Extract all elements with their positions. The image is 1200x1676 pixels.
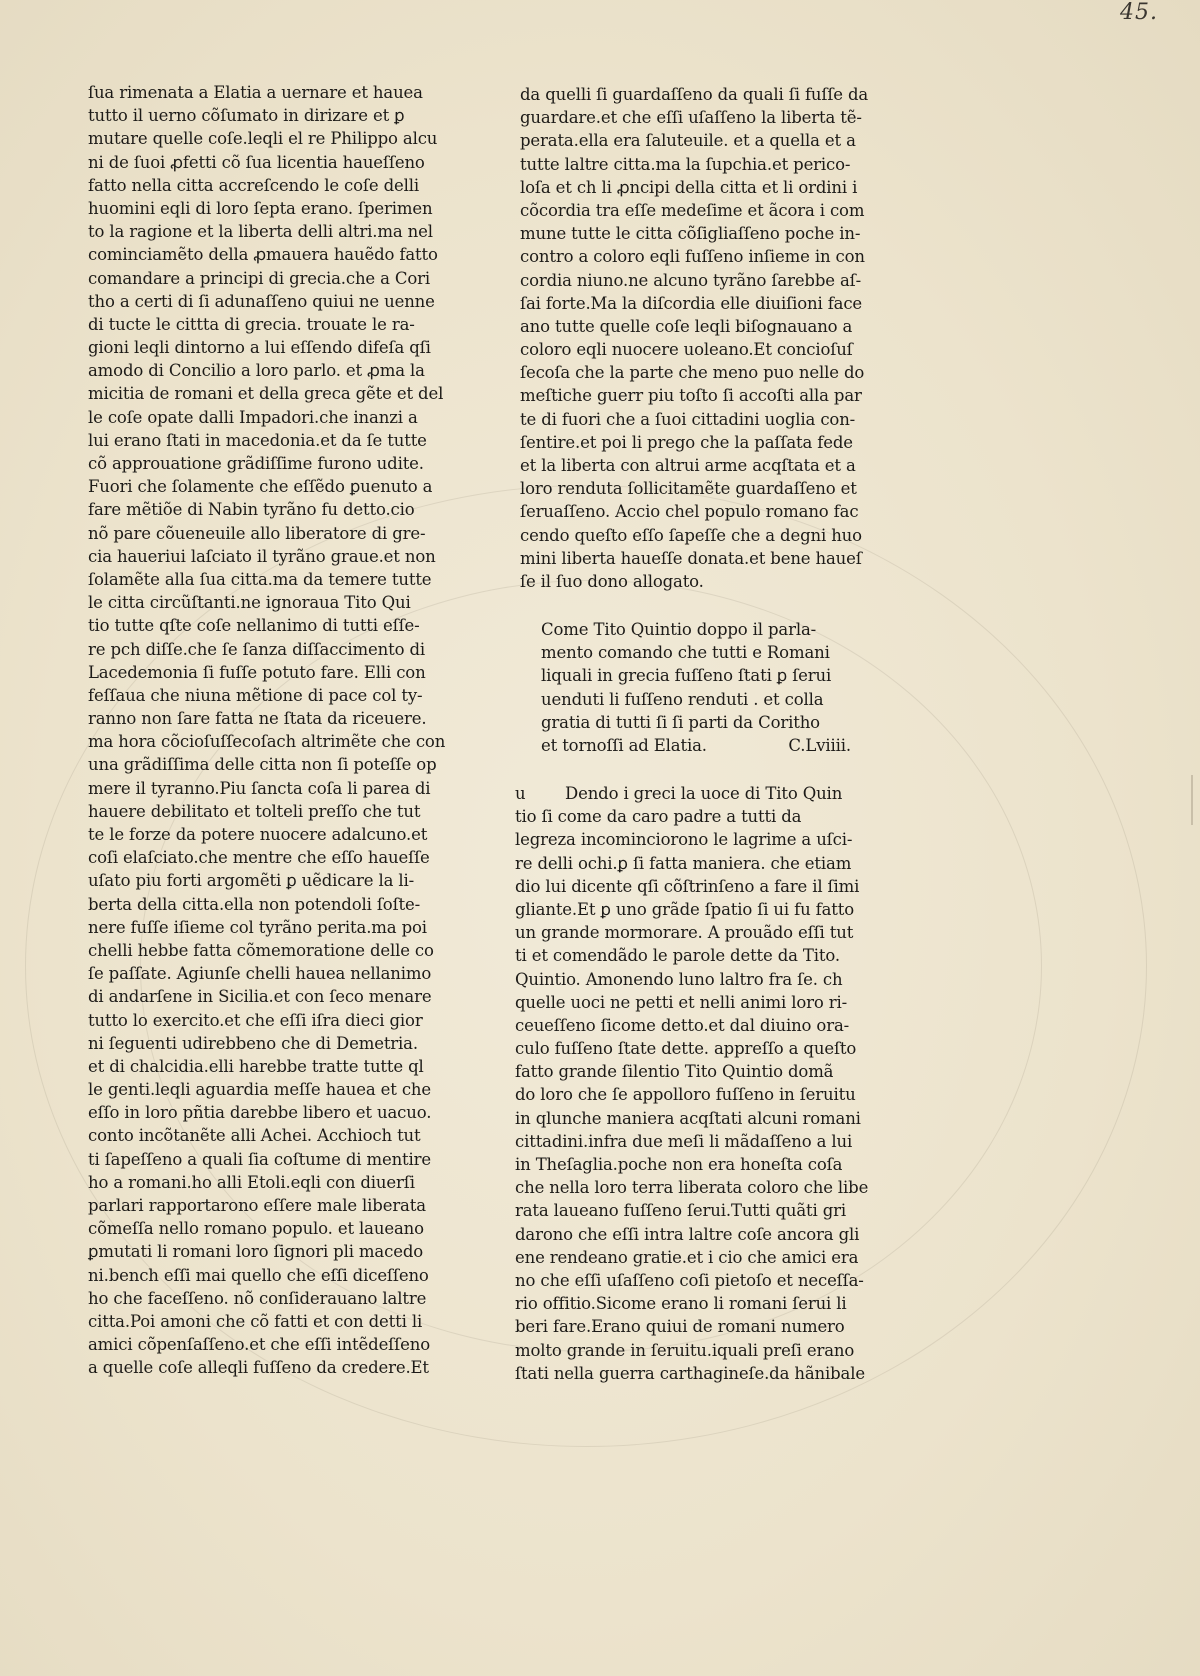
text-line: ſe il ſuo dono allogato.: [520, 571, 704, 591]
text-line: tutte laltre citta.ma la ſupchia.et perico-: [520, 154, 851, 174]
text-line: berta della citta.ella non potendoli ſoſte-: [88, 894, 421, 914]
text-line: cõcordia tra eſſe medeſime et ãcora i com: [520, 200, 865, 220]
text-line: no che eſſi uſaſſeno coſi pietoſo et neceſſa-: [515, 1270, 864, 1290]
text-line: di andarſene in Sicilia.et con ſeco menare: [88, 987, 432, 1007]
text-line: di tucte le cittta di grecia. trouate le ra-: [88, 314, 415, 334]
text-line: Lacedemonia ſi fuſſe potuto fare. Elli con: [88, 662, 426, 682]
text-line: le coſe opate dalli Impadori.che inanzi a: [88, 407, 418, 427]
text-line: ho che faceſſeno. nõ conſiderauano laltre: [88, 1288, 427, 1308]
text-line: guardare.et che eſſi uſaſſeno la liberta tẽ-: [520, 108, 862, 128]
text-line: loſa et ch li ꝓncipi della citta et li ordini i: [520, 177, 858, 197]
text-line: coſi elaſciato.che mentre che eſſo haueſſe: [88, 848, 430, 868]
text-line: te di fuori che a ſuoi cittadini uoglia con-: [520, 409, 856, 429]
text-line: cordia niuno.ne alcuno tyrãno ſarebbe aſ-: [520, 270, 862, 290]
text-line: et la liberta con altrui arme acqſtata et a: [520, 456, 856, 475]
text-line: tio tutte qſte coſe nellanimo di tutti eſſe-: [88, 616, 420, 636]
text-line: tutto lo exercito.et che eſſi iſra dieci gior: [88, 1010, 423, 1030]
text-line: quelle uoci ne petti et nelli animi loro ri-: [515, 992, 848, 1012]
text-line: ho a romani.ho alli Etoli.eqli con diuerſi: [88, 1172, 415, 1192]
first-line-text: Dendo i greci la uoce di Tito Quin: [565, 784, 843, 803]
right-column-bottom: [515, 782, 869, 1385]
text-line: amodo di Concilio a loro parlo. et ꝓma la: [88, 361, 425, 381]
text-line: liquali in grecia fuſſeno ſtati ꝑ ſerui: [541, 666, 832, 686]
text-line: fatto grande ſilentio Tito Quintio domã: [515, 1062, 834, 1082]
text-line: ti ſapeſſeno a quali ſia coſtume di mentire: [88, 1149, 432, 1169]
text-line: uenduti li fuſſeno renduti . et colla: [541, 689, 824, 709]
folio-number: 45.: [1120, 0, 1158, 25]
text-line: [515, 782, 850, 805]
text-line: un grande mormorare. A prouãdo eſſi tut: [515, 923, 854, 943]
text-line: gliante.Et ꝑ uno grãde ſpatio ſi ui fu fatto: [515, 899, 855, 919]
text-line: comandare a principi di grecia.che a Cori: [88, 268, 431, 288]
text-line: chelli hebbe fatta cõmemoratione delle co: [88, 940, 434, 960]
text-line: parlari rapportarono eſſere male liberata: [88, 1196, 426, 1215]
text-line: nere fuſſe iſieme col tyrãno perita.ma poi: [88, 917, 427, 937]
text-line: ſai forte.Ma la diſcordia elle diuiſioni face: [520, 293, 863, 313]
text-line: cittadini.infra due meſi li mãdaſſeno a lui: [515, 1131, 853, 1151]
text-line: mune tutte le citta cõſigliaſſeno poche in-: [520, 224, 861, 244]
text-line: le genti.leqli aguardia meſſe hauea et che: [88, 1080, 432, 1100]
chapter-rubric: [541, 618, 851, 757]
text-line: cõ approuatione grãdiſſime furono udite.: [88, 454, 424, 473]
text-line: mutare quelle coſe.leqli el re Philippo alcu: [88, 129, 438, 149]
text-line: do loro che ſe appolloro fuſſeno in ſeruitu: [515, 1085, 856, 1105]
text-line: amici cõpenſaſſeno.et che eſſi intẽdeſſeno: [88, 1335, 430, 1355]
text-line: dio lui dicente qſi cõſtrinſeno a fare il ſimi: [515, 876, 860, 896]
text-line: ſolamẽte alla ſua citta.ma da temere tutte: [88, 569, 432, 589]
text-line: fare mẽtiõe di Nabin tyrãno fu detto.cio: [88, 500, 415, 520]
text-line: coloro eqli nuocere uoleano.Et concioſuſ: [520, 340, 853, 360]
text-line: mini liberta haueſſe donata.et bene haueſ: [520, 548, 862, 568]
text-line: ni ſeguenti udirebbeno che di Demetria.: [88, 1033, 418, 1053]
text-line: legreza incominciorono le lagrime a uſci-: [515, 830, 853, 850]
text-line: ſentire.et poi li prego che la paſſata fede: [520, 432, 853, 452]
text-line: Quintio. Amonendo luno laltro fra ſe. ch: [515, 969, 843, 989]
text-line: lui erano ſtati in macedonia.et da ſe tutte: [88, 430, 427, 450]
text-line: da quelli ſi guardaſſeno da quali ſi fuſſe da: [520, 85, 869, 104]
text-line: Fuori che ſolamente che eſſẽdo ꝑuenuto a: [88, 477, 433, 497]
text-line: loro renduta ſollicitamẽte guardaſſeno et: [520, 479, 857, 499]
text-line: ene rendeano gratie.et i cio che amici era: [515, 1247, 859, 1267]
text-line: in qlunche maniera acqſtati alcuni romani: [515, 1108, 861, 1128]
text-line: darono che eſſi intra laltre coſe ancora gli: [515, 1224, 860, 1244]
right-column-top: [520, 83, 869, 593]
text-line: beri fare.Erano quiui de romani numero: [515, 1317, 845, 1337]
text-line: culo fuſſeno ſtate dette. appreſſo a queſto: [515, 1039, 857, 1059]
text-line: ano tutte quelle coſe leqli biſognauano a: [520, 316, 853, 336]
text-line: rata laueano fuſſeno ſerui.Tutti quãti gri: [515, 1201, 847, 1221]
text-line: micitia de romani et della greca gẽte et del: [88, 384, 444, 404]
text-line: cõmeſſa nello romano populo. et laueano: [88, 1219, 424, 1239]
text-line: Come Tito Quintio doppo il parla-: [541, 620, 817, 639]
text-line: to la ragione et la liberta delli altri.ma nel: [88, 222, 433, 242]
text-line: uſato piu forti argomẽti ꝑ uẽdicare la li-: [88, 871, 415, 891]
text-line: meſtiche guerr piu toſto ſi accoſti alla par: [520, 386, 862, 406]
text-line: tutto il uerno cõſumato in dirizare et ꝑ: [88, 106, 405, 126]
text-line: et di chalcidia.elli harebbe tratte tutte ql: [88, 1056, 424, 1076]
left-column: [88, 81, 446, 1380]
text-line: ſtati nella guerra carthagineſe.da hãnibale: [515, 1363, 865, 1383]
text-line: una grãdiſſima delle citta non ſi poteſſe op: [88, 755, 437, 775]
text-line: le citta circũſtanti.ne ignoraua Tito Qui: [88, 593, 411, 613]
text-line: mere il tyranno.Piu ſancta coſa li parea di: [88, 778, 431, 798]
chapter-number: C.Lviiii.: [788, 735, 851, 755]
text-line: eſſo in loro pñtia darebbe libero et uacuo.: [88, 1103, 432, 1123]
text-line: contro a coloro eqli fuſſeno inſieme in con: [520, 247, 865, 267]
text-line: perata.ella era ſaluteuile. et a quella et a: [520, 131, 856, 151]
text-line: in Theſaglia.poche non era honeſta coſa: [515, 1155, 843, 1174]
text-line: huomini eqli di loro ſepta erano. ſperimen: [88, 198, 433, 218]
rubric-last-line: [541, 734, 851, 757]
text-line: cia haueriui laſciato il tyrãno graue.et non: [88, 546, 436, 566]
text-line: mento comando che tutti e Romani: [541, 643, 830, 663]
text-line: rio offitio.Sicome erano li romani ſerui li: [515, 1294, 847, 1314]
text-line: ſeruaſſeno. Accio chel populo romano fac: [520, 502, 859, 522]
text-line: ceueſſeno ſicome detto.et dal diuino ora-: [515, 1015, 850, 1035]
text-line: fatto nella citta accreſcendo le coſe delli: [88, 175, 420, 195]
text-line: ꝑmutati li romani loro ſignori pli macedo: [88, 1242, 424, 1262]
text-line: re delli ochi.ꝑ ſi fatta maniera. che etiam: [515, 853, 852, 873]
binding-edge-mark: [1191, 775, 1193, 825]
text-line: feſſaua che niuna mẽtione di pace col ty-: [88, 685, 423, 705]
text-line: conto incõtanẽte alli Achei. Acchioch tut: [88, 1126, 421, 1146]
rubric-last-text: et tornoſſi ad Elatia.: [541, 735, 707, 755]
text-line: gratia di tutti ſi ſi parti da Coritho: [541, 712, 820, 732]
text-line: ranno non ſare fatta ne ſtata da riceuere.: [88, 709, 427, 729]
text-line: nõ pare cõueneuile allo liberatore di gre-: [88, 523, 426, 543]
text-line: ni de ſuoi ꝓfetti cõ ſua licentia haueſſeno: [88, 152, 425, 172]
text-line: ſecoſa che la parte che meno puo nelle do: [520, 363, 865, 383]
text-line: ma hora cõcioſuſſecoſach altrimẽte che con: [88, 732, 446, 752]
text-line: re pch diſſe.che ſe ſanza diſſaccimento di: [88, 639, 426, 659]
text-line: gioni leqli dintorno a lui eſſendo difeſa qſi: [88, 338, 431, 358]
text-line: hauere debilitato et tolteli preſſo che tut: [88, 801, 421, 821]
text-line: che nella loro terra liberata coloro che libe: [515, 1178, 869, 1198]
text-line: ſe paſſate. Agiunſe chelli hauea nellanimo: [88, 964, 432, 984]
text-line: tio ſi come da caro padre a tutti da: [515, 807, 802, 827]
text-line: molto grande in ſeruitu.iquali preſi erano: [515, 1340, 855, 1360]
text-line: te le forze da potere nuocere adalcuno.et: [88, 825, 428, 844]
text-line: ſua rimenata a Elatia a uernare et hauea: [88, 83, 423, 102]
text-line: ti et comendãdo le parole dette da Tito.: [515, 946, 840, 966]
text-line: a quelle coſe alleqli fuſſeno da credere.Et: [88, 1358, 429, 1378]
text-line: cendo queſto eſſo ſapeſſe che a degni huo: [520, 525, 862, 545]
text-line: citta.Poi amoni che cõ fatti et con detti li: [88, 1311, 423, 1331]
text-line: ni.bench eſſi mai quello che eſſi diceſſeno: [88, 1265, 429, 1285]
text-line: cominciamẽto della ꝓmauera hauẽdo fatto: [88, 245, 438, 265]
guide-letter: u: [515, 784, 526, 803]
text-line: tho a certi di ſi adunaſſeno quiui ne uenne: [88, 291, 435, 311]
